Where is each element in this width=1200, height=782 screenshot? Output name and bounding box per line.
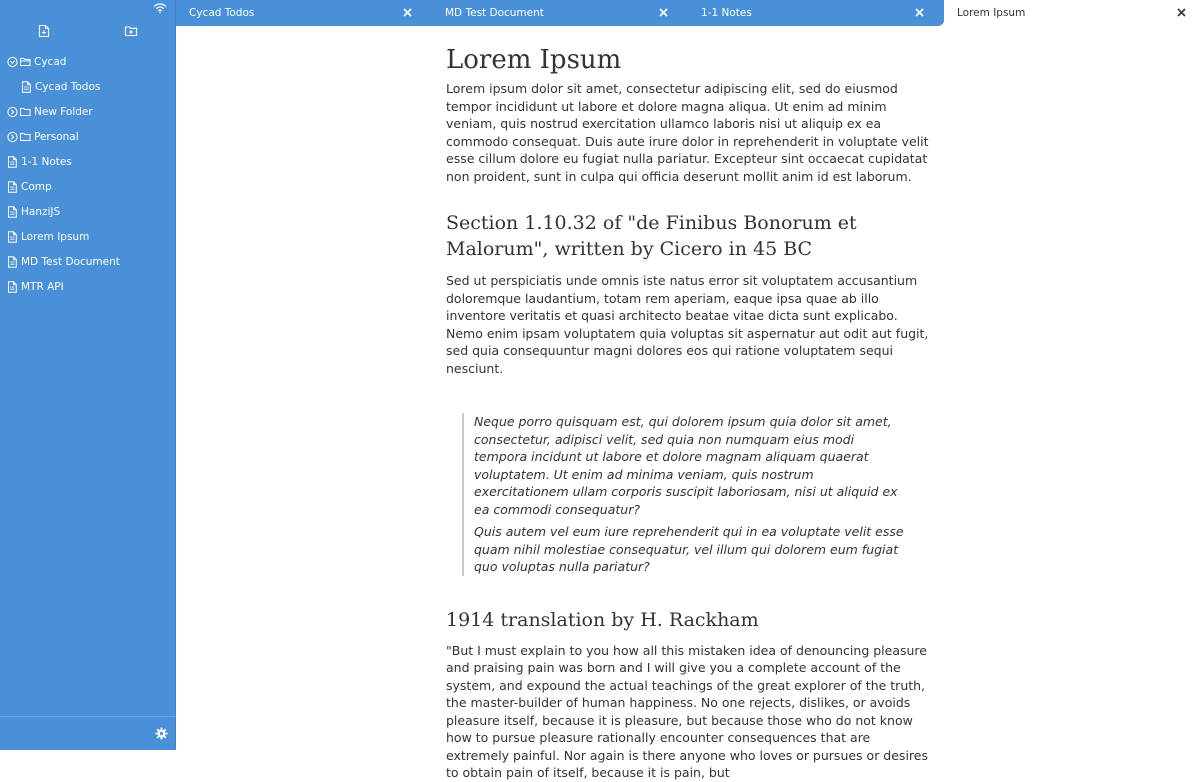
tree-item-mtr-api[interactable] — [0, 275, 176, 300]
tree-item-label: Cycad Todos — [35, 81, 101, 93]
tree-item-label: Comp — [21, 181, 52, 193]
gear-icon[interactable] — [155, 727, 168, 740]
file-icon — [7, 231, 18, 243]
chevron-right-circle-icon[interactable] — [7, 106, 18, 118]
tab-lorem-ipsum[interactable] — [944, 0, 1200, 26]
close-icon[interactable] — [659, 8, 668, 17]
tree-item-1-1-notes[interactable] — [0, 150, 176, 175]
file-icon — [21, 81, 32, 93]
close-icon[interactable] — [403, 8, 412, 17]
tree-item-hanzijs[interactable] — [0, 200, 176, 225]
file-icon — [7, 181, 18, 193]
tree-item-comp[interactable] — [0, 175, 176, 200]
folder-icon — [20, 131, 31, 143]
sidebar-toolbar — [0, 0, 175, 44]
tab-cycad-todos[interactable] — [176, 0, 432, 26]
section-paragraph: "But I must explain to you how all this mistaken idea of denouncing pleasure and praising pain was born and I will give you a complete account of the system, and expound the actual teachings of the great explorer of the truth, the master-builder of human happiness. No one rejects, dislikes, or avoids pleasure itself, because it is pleasure, but because those who do not know how to pursue pleasure rationally encounter consequences that are extremely painful. Nor again is there anyone who loves or pursues or desires to obtain pain of itself, because it is pain, but — [446, 642, 928, 780]
file-icon — [7, 281, 18, 293]
document-title: Lorem Ipsum — [446, 45, 622, 75]
tab-1-1-notes[interactable] — [688, 0, 944, 26]
section-heading: 1914 translation by H. Rackham — [446, 608, 759, 631]
file-icon — [7, 206, 18, 218]
new-file-icon[interactable] — [37, 24, 51, 38]
section-paragraph: Sed ut perspiciatis unde omnis iste natus error sit voluptatem accusantium doloremque laudantium, totam rem aperiam, eaque ipsa quae ab illo inventore veritatis et quasi architecto beatae vitae dicta sunt explicabo. Nemo enim ipsam voluptatem quia voluptas sit aspernatur aut odit aut fugit, sed quia consequuntur magni dolores eos qui ratione voluptatem sequi nesciunt. — [446, 273, 929, 376]
tree-item-label: MD Test Document — [21, 256, 120, 268]
folder-open-icon — [20, 56, 31, 68]
close-icon[interactable] — [915, 8, 924, 17]
document-view — [446, 40, 932, 782]
tree-item-cycad-todos[interactable] — [0, 75, 176, 100]
chevron-right-circle-icon[interactable] — [7, 131, 18, 143]
close-icon[interactable] — [1177, 8, 1186, 17]
tree-item-lorem-ipsum[interactable] — [0, 225, 176, 250]
folder-icon — [20, 106, 31, 118]
blockquote — [462, 413, 908, 576]
quote-paragraph: Neque porro quisquam est, qui dolorem ipsum quia dolor sit amet, consectetur, adipisci velit, sed quia non numquam eius modi tempora incidunt ut labore et dolore magnam aliquam quaerat voluptatem. Ut enim ad minima veniam, quis nostrum exercitationem ullam corporis suscipit laboriosam, nisi ut aliquid ex ea commodi consequatur? — [474, 414, 898, 517]
tree-item-new-folder[interactable] — [0, 100, 176, 125]
tree-item-label: New Folder — [34, 106, 93, 118]
tab-md-test-document[interactable] — [432, 0, 688, 26]
sidebar-footer — [0, 716, 176, 750]
tab-label: Lorem Ipsum — [957, 7, 1026, 19]
tree-item-cycad[interactable] — [0, 50, 176, 75]
tab-label: Cycad Todos — [189, 7, 255, 19]
wifi-icon — [153, 3, 167, 13]
section-heading: Section 1.10.32 of "de Finibus Bonorum et Malorum", written by Cicero in 45 BC — [446, 212, 857, 260]
quote-paragraph: Quis autem vel eum iure reprehenderit qui in ea voluptate velit esse quam nihil molestiae consequatur, vel illum qui dolorem eum fugiat quo voluptas nulla pariatur? — [474, 524, 904, 574]
tree-item-label: 1-1 Notes — [21, 156, 72, 168]
sidebar — [0, 0, 176, 750]
tree-item-label: MTR API — [21, 281, 64, 293]
tree-item-personal[interactable] — [0, 125, 176, 150]
tab-label: MD Test Document — [445, 7, 544, 19]
tree-item-label: Cycad — [34, 56, 67, 68]
tab-label: 1-1 Notes — [701, 7, 752, 19]
file-icon — [7, 156, 18, 168]
file-tree — [0, 50, 176, 300]
tree-item-label: HanziJS — [21, 206, 61, 218]
chevron-down-circle-icon[interactable] — [7, 56, 18, 68]
tree-item-label: Personal — [34, 131, 79, 143]
tree-item-label: Lorem Ipsum — [21, 231, 90, 243]
new-folder-icon[interactable] — [124, 24, 138, 38]
intro-paragraph: Lorem ipsum dolor sit amet, consectetur adipiscing elit, sed do eiusmod tempor incididunt ut labore et dolore magna aliqua. Ut enim ad minim veniam, quis nostrud exercitation ullamco laboris nisi ut aliquip ex ea commodo consequat. Duis aute irure dolor in reprehenderit in voluptate velit esse cillum dolore eu fugiat nulla pariatur. Excepteur sint occaecat cupidatat non proident, sunt in culpa qui officia deserunt mollit anim id est laborum. — [446, 81, 929, 184]
tree-item-md-test-document[interactable] — [0, 250, 176, 275]
tab-bar — [176, 0, 1200, 26]
file-icon — [7, 256, 18, 268]
